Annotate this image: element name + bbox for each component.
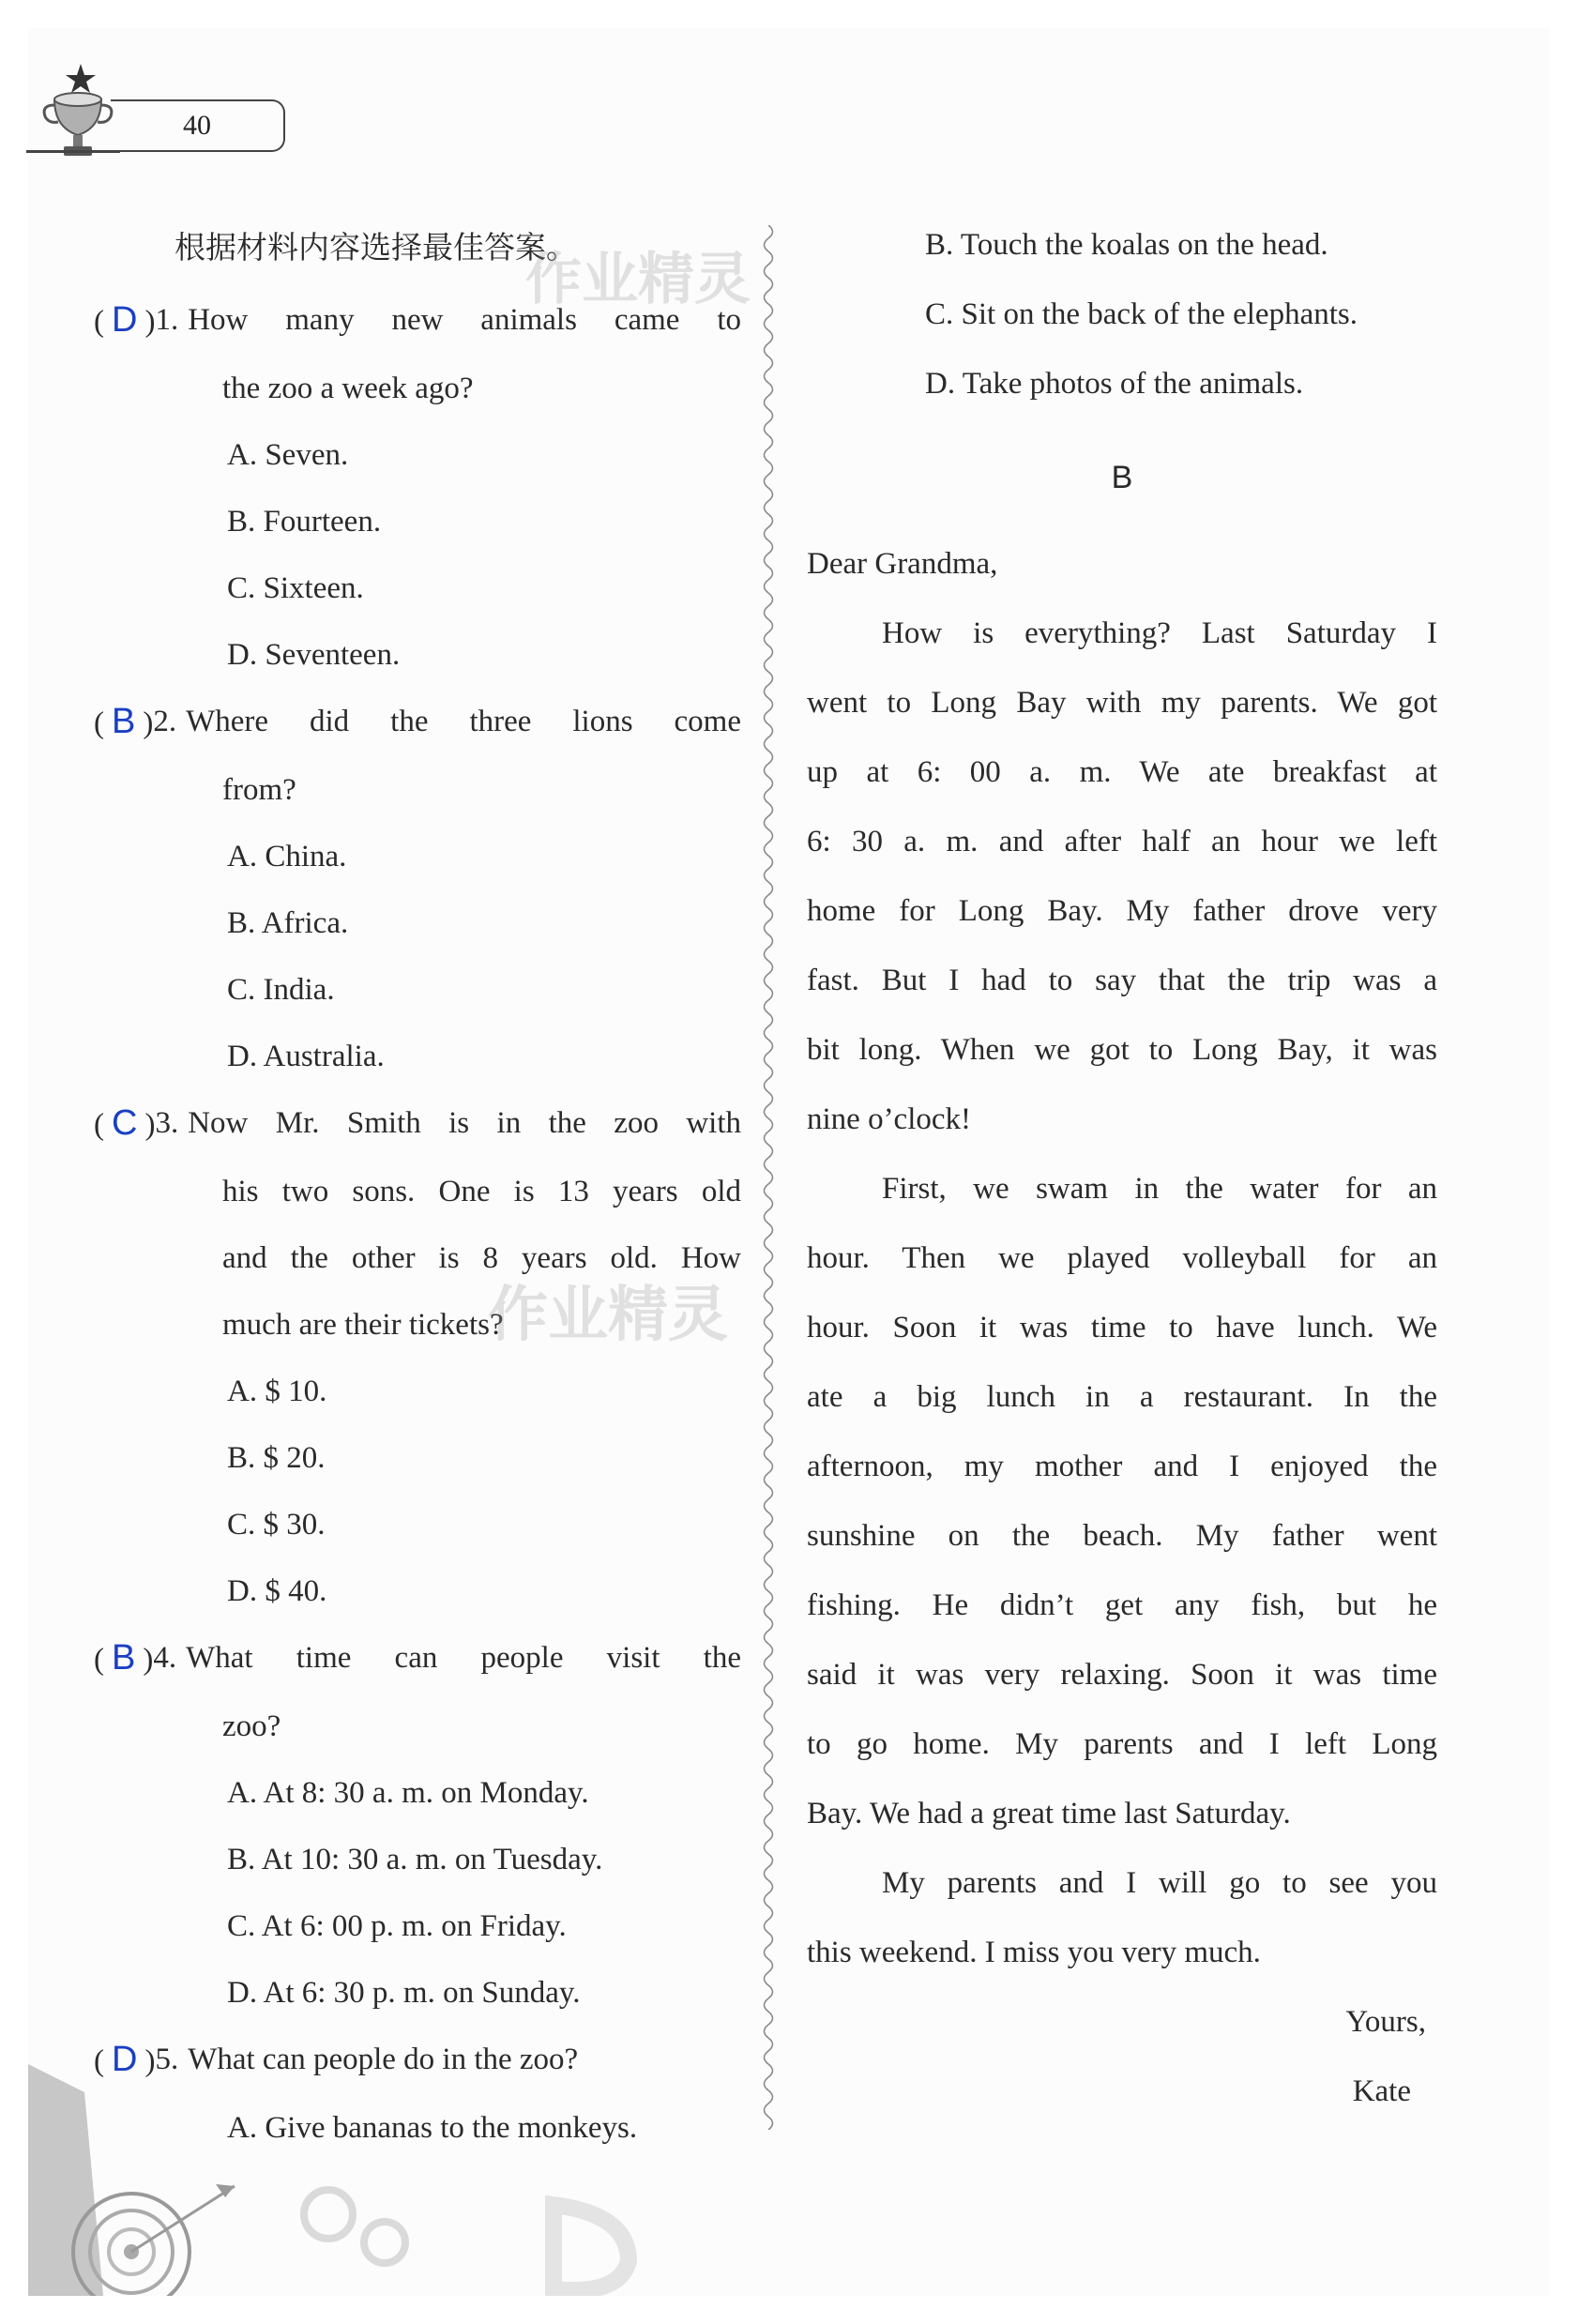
handwritten-answer: B	[112, 1638, 136, 1678]
question-text: Where did the three lions come	[186, 705, 741, 738]
question-text: zoo?	[222, 1709, 281, 1743]
option: B. Touch the koalas on the head.	[925, 228, 1328, 262]
letter-line: said it was very relaxing. Soon it was time	[807, 1658, 1437, 1692]
handwritten-answer: C	[112, 1103, 138, 1143]
handwritten-answer: B	[112, 702, 136, 741]
answer-bracket: ( B )	[94, 1638, 154, 1678]
question-stem	[94, 1625, 741, 1694]
letter-body	[807, 599, 1437, 1987]
handwritten-answer: D	[112, 2040, 138, 2079]
watermark: 作业精灵	[525, 247, 751, 312]
question-text: Now Mr. Smith is in the zoo with	[188, 1106, 741, 1140]
option: D. Australia.	[227, 1040, 385, 1073]
option: B. Africa.	[227, 906, 349, 940]
instruction: 根据材料内容选择最佳答案。	[174, 229, 577, 266]
letter-line: hour. Then we played volleyball for an	[807, 1241, 1437, 1275]
question-list	[94, 287, 741, 2162]
question-number: 1.	[155, 303, 179, 337]
option: A. $ 10.	[227, 1375, 327, 1408]
option: A. Seven.	[227, 438, 349, 472]
question-text: How many new animals came to	[188, 303, 741, 337]
question-stem	[94, 689, 741, 757]
letter-closing: Yours,	[1345, 2005, 1426, 2039]
option: C. India.	[227, 973, 335, 1007]
question-number: 3.	[155, 1106, 179, 1140]
passage-column	[807, 210, 1437, 2126]
section-heading: B	[1111, 460, 1133, 495]
q5-options-continued	[807, 210, 1437, 418]
question	[94, 287, 741, 689]
option: B. At 10: 30 a. m. on Tuesday.	[227, 1843, 603, 1876]
letter-line: 6: 30 a. m. and after half an hour we left	[807, 825, 1437, 858]
option: D. $ 40.	[227, 1574, 327, 1608]
question	[94, 1090, 741, 1625]
letter-greeting: Dear Grandma,	[807, 547, 998, 581]
letter-line: fast. But I had to say that the trip was a	[807, 964, 1437, 997]
answer-bracket: ( C )	[94, 1103, 156, 1143]
answer-bracket: ( B )	[94, 702, 154, 741]
letter-line: sunshine on the beach. My father went	[807, 1519, 1437, 1553]
letter-line: hour. Soon it was time to have lunch. We	[807, 1311, 1437, 1344]
option: A. China.	[227, 840, 347, 873]
option: A. At 8: 30 a. m. on Monday.	[227, 1776, 589, 1810]
letter-line: went to Long Bay with my parents. We got	[807, 686, 1437, 720]
watermark: 作业精灵	[488, 1281, 728, 1350]
question	[94, 1625, 741, 2027]
option: C. $ 30.	[227, 1508, 326, 1542]
letter-line: fishing. He didn’t get any fish, but he	[807, 1588, 1437, 1622]
letter-line: Bay. We had a great time last Saturday.	[807, 1797, 1291, 1830]
question-text: much are their tickets?	[222, 1308, 504, 1342]
letter-line: ate a big lunch in a restaurant. In the	[807, 1380, 1437, 1414]
decorative-dartboard-icon	[28, 2064, 685, 2296]
letter-signature: Kate	[1352, 2074, 1411, 2108]
letter	[807, 529, 1437, 2126]
answer-bracket: ( D )	[94, 300, 156, 340]
option: A. Give bananas to the monkeys.	[227, 2111, 638, 2145]
question-number: 2.	[153, 705, 177, 738]
question-stem	[94, 1090, 741, 1159]
questions-column	[94, 220, 741, 2162]
option: B. Fourteen.	[227, 505, 382, 539]
question-text: the zoo a week ago?	[222, 372, 474, 405]
letter-line: afternoon, my mother and I enjoyed the	[807, 1450, 1437, 1483]
question	[94, 689, 741, 1090]
option: D. Take photos of the animals.	[925, 367, 1304, 401]
answer-bracket: ( D )	[94, 2040, 156, 2079]
option: B. $ 20.	[227, 1441, 326, 1475]
header-rule	[26, 150, 120, 153]
question-text: from?	[222, 773, 296, 807]
question-text: his two sons. One is 13 years old	[222, 1175, 741, 1208]
question-number: 5.	[155, 2043, 179, 2076]
letter-line: My parents and I will go to see you	[882, 1866, 1437, 1900]
letter-line: up at 6: 00 a. m. We ate breakfast at	[807, 755, 1437, 789]
column-divider	[758, 225, 779, 2130]
letter-line: bit long. When we got to Long Bay, it was	[807, 1033, 1437, 1067]
question-text: What time can people visit the	[186, 1641, 741, 1675]
letter-line: First, we swam in the water for an	[882, 1172, 1437, 1206]
letter-line: How is everything? Last Saturday I	[882, 616, 1437, 650]
option: D. At 6: 30 p. m. on Sunday.	[227, 1976, 581, 2010]
question-text: What can people do in the zoo?	[188, 2043, 579, 2076]
letter-line: to go home. My parents and I left Long	[807, 1727, 1437, 1761]
option: C. Sixteen.	[227, 571, 364, 605]
option: D. Seventeen.	[227, 638, 401, 672]
letter-line: this weekend. I miss you very much.	[807, 1936, 1261, 1969]
option: C. At 6: 00 p. m. on Friday.	[227, 1909, 567, 1943]
question-number: 4.	[153, 1641, 177, 1675]
page-number: 40	[111, 99, 285, 152]
option: C. Sit on the back of the elephants.	[925, 297, 1358, 331]
question-text: and the other is 8 years old. How	[222, 1241, 741, 1275]
letter-line: home for Long Bay. My father drove very	[807, 894, 1437, 928]
letter-line: nine o’clock!	[807, 1102, 972, 1136]
handwritten-answer: D	[112, 300, 138, 340]
